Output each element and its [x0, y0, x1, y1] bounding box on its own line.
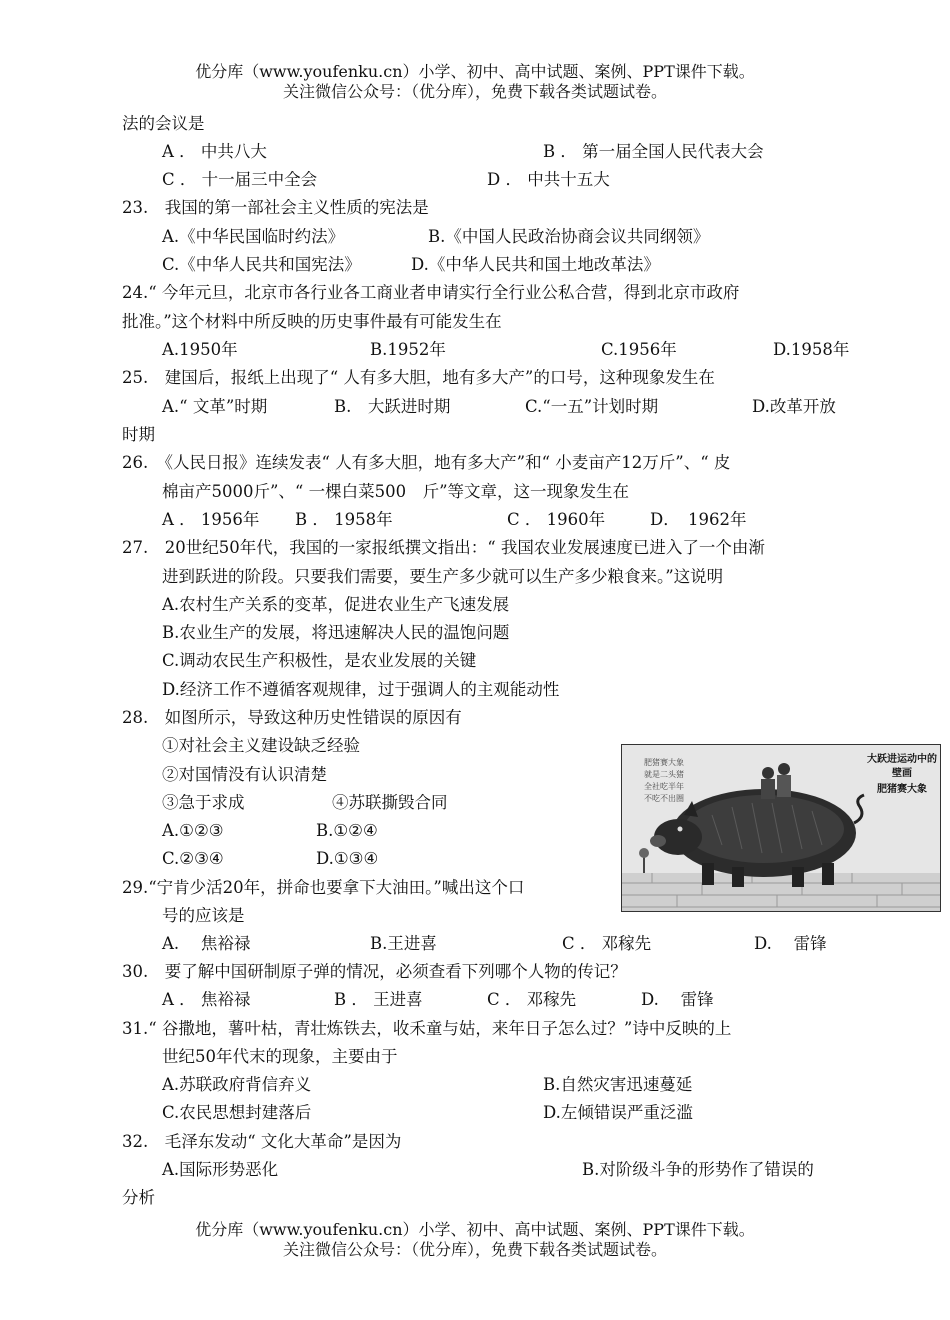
q27-option-b: B.农业生产的发展，将迅速解决人民的温饱问题: [162, 623, 510, 642]
q24-option-d: D.1958年: [773, 340, 850, 359]
q26-option-b: B ． 1958年: [295, 510, 393, 529]
q31-option-c: C.农民思想封建落后: [162, 1103, 312, 1122]
q27-option-c: C.调动农民生产积极性，是农业发展的关键: [162, 651, 477, 670]
q28-item-1: ①对社会主义建设缺乏经验: [162, 736, 360, 755]
q27-option-d: D.经济工作不遵循客观规律，过于强调人的主观能动性: [162, 680, 560, 699]
q27-stem-line2: 进到跃进的阶段。只要我们需要，要生产多少就可以生产多少粮食来。”这说明: [162, 567, 724, 586]
mural-picture: [621, 744, 941, 912]
q28-item-2: ②对国情没有认识清楚: [162, 765, 327, 784]
q25-stem: 25. 建国后，报纸上出现了“ 人有多大胆，地有多大产”的口号，这种现象发生在: [122, 368, 715, 387]
q22-option-b: B ． 第一届全国人民代表大会: [543, 142, 764, 161]
q22-option-d: D ． 中共十五大: [487, 170, 610, 189]
q28-stem: 28. 如图所示，导致这种历史性错误的原因有: [122, 708, 462, 727]
q31-option-b: B.自然灾害迅速蔓延: [543, 1075, 693, 1094]
q31-stem-line2: 世纪50年代末的现象，主要由于: [162, 1047, 398, 1066]
q28-option-d: D.①③④: [316, 849, 379, 868]
q31-stem-line1: 31.“ 谷撒地，薯叶枯，青壮炼铁去，收禾童与姑，来年日子怎么过？”诗中反映的上: [122, 1019, 732, 1038]
q26-option-d: D． 1962年: [650, 510, 747, 529]
q28-option-a: A.①②③: [162, 821, 224, 840]
q32-option-b: B.对阶级斗争的形势作了错误的: [582, 1160, 814, 1179]
mural-poem-line: 肥猪赛大象: [644, 758, 684, 767]
q24-option-a: A.1950年: [162, 340, 238, 359]
q23-option-c: C.《中华人民共和国宪法》: [162, 255, 361, 274]
footer-line-1: 优分库（www.youfenku.cn）小学、初中、高中试题、案例、PPT课件下载。: [195, 1220, 755, 1239]
q29-option-a: A. 焦裕禄: [162, 934, 251, 953]
q25-option-c: C.“一五”计划时期: [525, 397, 659, 416]
q25-option-d-cont: 时期: [122, 425, 155, 444]
q23-option-d: D.《中华人民共和国土地改革法》: [411, 255, 660, 274]
q28-option-b: B.①②④: [316, 821, 378, 840]
q29-option-c: C ． 邓稼先: [562, 934, 652, 953]
q23-stem: 23. 我国的第一部社会主义性质的宪法是: [122, 198, 429, 217]
q29-stem-line2: 号的应该是: [162, 906, 245, 925]
q24-stem-line2: 批准。”这个材料中所反映的历史事件最有可能发生在: [122, 312, 502, 331]
q24-option-c: C.1956年: [601, 340, 677, 359]
q28-item-4: ④苏联撕毁合同: [332, 793, 448, 812]
mural-poem-line: 就是二头猪: [644, 770, 684, 779]
q32-stem: 32. 毛泽东发动“ 文化大革命”是因为: [122, 1132, 402, 1151]
q25-option-a: A.“ 文革”时期: [162, 397, 268, 416]
q23-option-b: B.《中国人民政治协商会议共同纲领》: [428, 227, 710, 246]
q25-option-b: B. 大跃进时期: [334, 397, 451, 416]
q30-option-b: B ． 王进喜: [334, 990, 423, 1009]
q30-option-c: C ． 邓稼先: [487, 990, 577, 1009]
q26-option-c: C ． 1960年: [507, 510, 606, 529]
q27-option-a: A.农村生产关系的变革，促进农业生产飞速发展: [162, 595, 510, 614]
q22-stem-cont: 法的会议是: [122, 114, 205, 133]
mural-caption-subtitle: 肥猪赛大象: [877, 784, 927, 795]
q25-option-d: D.改革开放: [752, 397, 836, 416]
q29-option-d: D. 雷锋: [754, 934, 827, 953]
q31-option-d: D.左倾错误严重泛滥: [543, 1103, 693, 1122]
q31-option-a: A.苏联政府背信弃义: [162, 1075, 312, 1094]
q32-option-b-cont: 分析: [122, 1188, 155, 1207]
q29-stem-line1: 29.“宁肯少活20年，拼命也要拿下大油田。”喊出这个口: [122, 878, 525, 897]
q26-stem-line2: 棉亩产5000斤”、“ 一棵白菜500 斤”等文章，这一现象发生在: [162, 482, 630, 501]
q30-stem: 30. 要了解中国研制原子弹的情况，必须查看下列哪个人物的传记？: [122, 962, 627, 981]
footer-line-2: 关注微信公众号：（优分库），免费下载各类试题试卷。: [282, 1240, 667, 1259]
q28-option-c: C.②③④: [162, 849, 224, 868]
q27-stem-line1: 27. 20世纪50年代，我国的一家报纸撰文指出：“ 我国农业发展速度已进入了一个由渐: [122, 538, 765, 557]
q26-stem-line1: 26. 《人民日报》连续发表“ 人有多大胆，地有多大产”和“ 小麦亩产12万斤”、“ 皮: [122, 453, 731, 472]
q22-option-a: A ． 中共八大: [162, 142, 267, 161]
mural-poem-line: 不吃不出圈: [644, 794, 684, 803]
header-line-1: 优分库（www.youfenku.cn）小学、初中、高中试题、案例、PPT课件下载。: [195, 62, 755, 81]
q32-option-a: A.国际形势恶化: [162, 1160, 279, 1179]
q23-option-a: A.《中华民国临时约法》: [162, 227, 345, 246]
q24-stem-line1: 24.“ 今年元旦，北京市各行业各工商业者申请实行全行业公私合营，得到北京市政府: [122, 283, 740, 302]
q29-option-b: B.王进喜: [370, 934, 437, 953]
header-line-2: 关注微信公众号：（优分库），免费下载各类试题试卷。: [282, 82, 667, 101]
mural-poem-line: 全社吃半年: [644, 782, 684, 791]
q26-option-a: A ． 1956年: [162, 510, 260, 529]
q24-option-b: B.1952年: [370, 340, 446, 359]
q22-option-c: C ． 十一届三中全会: [162, 170, 318, 189]
mural-caption-title: 大跃进运动中的壁画: [867, 754, 937, 779]
q30-option-d: D. 雷锋: [641, 990, 714, 1009]
q28-item-3: ③急于求成: [162, 793, 245, 812]
q30-option-a: A ． 焦裕禄: [162, 990, 251, 1009]
